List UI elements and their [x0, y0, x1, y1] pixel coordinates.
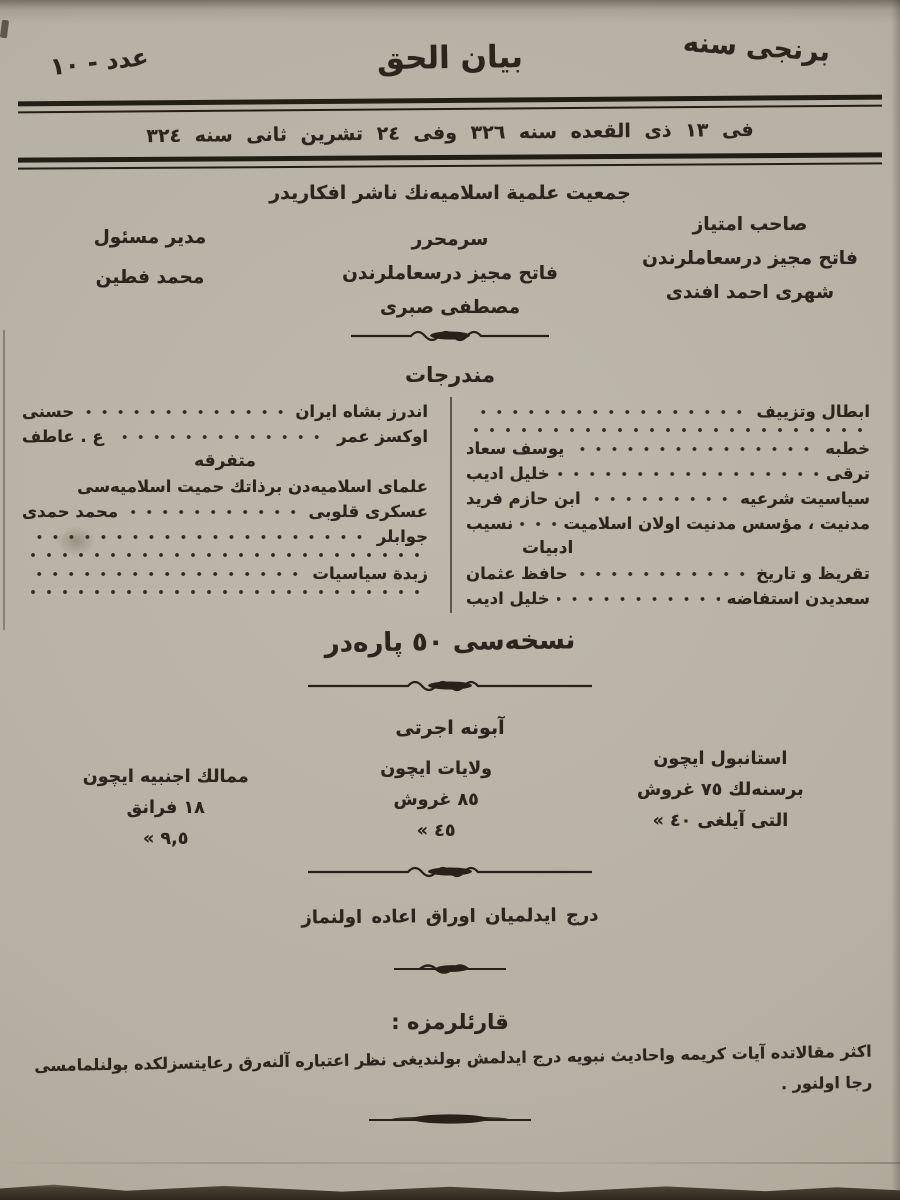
bottom-ornament	[365, 1111, 535, 1127]
toc-title: خطبه	[825, 439, 870, 458]
squiggle-divider	[345, 327, 555, 343]
toc-title: سياسيت شرعيه	[740, 489, 870, 508]
provinces-yearly: ٨٥ غروش	[393, 790, 479, 810]
toc-title: اوكسز عمر	[337, 427, 428, 446]
scan-right-edge	[891, 0, 900, 1200]
toc-author: حسنى	[22, 402, 75, 421]
toc-item	[466, 586, 870, 611]
dot-leader	[81, 406, 288, 418]
manager-role: مدير مسئول	[93, 227, 207, 248]
bottom-crease	[0, 1162, 900, 1164]
toc-item-dots	[22, 586, 428, 598]
toc-item	[22, 499, 428, 524]
squiggle-divider	[300, 677, 600, 693]
page-title: بيان الحق	[376, 38, 524, 78]
dot-leader	[473, 424, 863, 436]
toc-author: ابن حازم فريد	[466, 489, 581, 508]
dot-leader	[571, 443, 818, 455]
owner-role: صاحب امتياز	[692, 214, 808, 235]
squiggle-divider	[300, 863, 600, 879]
toc-item	[22, 561, 428, 586]
dot-leader	[588, 493, 733, 505]
toc-author: ع . عاطف	[22, 427, 104, 446]
toc-subheading-misc: متفرقه	[194, 451, 256, 471]
toc-title: سعديدن استفاضه	[726, 589, 870, 608]
owner-name: شهرى احمد افندى	[665, 282, 835, 303]
scan-left-crease	[3, 330, 5, 630]
readers-note	[28, 1036, 873, 1113]
foreign-six-month: ٩,٥ »	[143, 829, 189, 849]
dot-leader	[575, 568, 749, 580]
issue-number: عدد - ١٠	[48, 42, 150, 82]
readers-heading: قارئلرمزه :	[391, 1010, 509, 1034]
toc-item-dots	[466, 424, 870, 436]
editor-name: مصطفى صبرى	[379, 297, 521, 318]
toc-title: علماى اسلاميه‌دن برذاتك حميت اسلاميه‌سى	[77, 477, 428, 496]
dot-leader	[557, 468, 819, 480]
toc-item	[466, 399, 870, 424]
editor-role: سرمحرر	[411, 229, 489, 250]
toc-subheading-literature: ادبيات	[522, 538, 574, 558]
toc-author: خليل اديب	[466, 589, 550, 608]
toc-title: ترقى	[826, 464, 870, 483]
masthead-columns	[0, 208, 900, 325]
subscription-provinces	[297, 742, 574, 855]
subscription-foreign	[34, 742, 297, 855]
manager-name: محمد فطين	[95, 267, 205, 288]
contents-left-column	[16, 397, 450, 613]
masthead-section	[0, 180, 900, 343]
double-rule-under-date	[18, 152, 882, 169]
dot-leader	[125, 506, 301, 518]
subscription-istanbul	[575, 742, 866, 855]
toc-item	[466, 561, 870, 586]
istanbul-header: استانبول ايچون	[653, 749, 788, 769]
istanbul-six-month: التى آيلغى ٤٠ »	[652, 811, 789, 831]
contents-grid	[0, 397, 900, 613]
owner-column	[600, 208, 900, 325]
provinces-header: ولايات ايچون	[380, 759, 493, 779]
return-notice: درج ايدلميان اوراق اعاده اولنماز	[301, 904, 599, 929]
toc-item	[22, 474, 428, 499]
date-line: فى ١٣ ذى القعده سنه ٣٢٦ وفى ٢٤ تشرين ثانى سنه ٣٢٤	[146, 118, 754, 148]
owner-desc: فاتح مجيز درسعاملرندن	[642, 248, 858, 269]
foreign-yearly: ١٨ فرانق	[126, 798, 205, 818]
toc-item	[466, 436, 870, 461]
toc-title: ابطال وتزييف	[756, 402, 870, 421]
toc-author: خليل اديب	[466, 464, 550, 483]
paper-stain	[56, 526, 96, 556]
editor-column	[300, 208, 600, 325]
toc-item	[22, 424, 428, 449]
toc-item	[466, 486, 870, 511]
scan-bottom-edge	[0, 1178, 900, 1200]
toc-author: يوسف سعاد	[466, 439, 565, 458]
toc-item	[466, 461, 870, 486]
subscription-section	[0, 715, 900, 855]
subscription-heading: آبونه اجرتى	[395, 717, 505, 739]
toc-title: عسكرى قلوبى	[308, 502, 428, 521]
contents-heading: مندرجات	[405, 363, 495, 387]
toc-author: حافظ عثمان	[466, 564, 568, 583]
provinces-six-month: ٤٥ »	[416, 821, 456, 841]
toc-title: زبدة سياسيات	[312, 564, 428, 583]
toc-author: نسيب	[466, 514, 514, 533]
toc-title: اندرز بشاه ايران	[295, 402, 428, 421]
publisher-line: جمعيت علمية اسلاميه‌نك ناشر افكاريدر	[269, 182, 631, 204]
dot-leader	[473, 406, 750, 418]
toc-item	[22, 399, 428, 424]
toc-author: محمد حمدى	[22, 502, 119, 521]
toc-title: تقريظ و تاريخ	[756, 564, 870, 583]
foreign-header: ممالك اجنبيه ايچون	[82, 767, 249, 787]
dot-leader	[111, 431, 330, 443]
manager-column	[0, 208, 300, 325]
toc-item	[466, 511, 870, 536]
istanbul-yearly: برسنه‌لك ٧٥ غروش	[637, 780, 804, 800]
readers-note-text: اكثر مقالاتده آيات كريمه واحاديث نبويه درج ايدلمش بولنديغى نظر اعتباره آلنه‌رق رعايتسزلكده بولنلمامسى	[34, 1041, 872, 1076]
double-rule-top	[18, 95, 882, 114]
subscription-grid	[0, 742, 900, 855]
toc-title: جوابلر	[376, 527, 428, 546]
dot-leader	[557, 593, 720, 605]
contents-section	[0, 361, 900, 613]
contents-right-column	[450, 397, 884, 613]
small-ornament	[390, 961, 510, 975]
dot-leader	[29, 586, 421, 598]
dot-leader	[520, 518, 556, 530]
year-label: برنجى سنه	[681, 26, 831, 69]
toc-title: مدنيت ، مؤسس مدنيت اولان اسلاميت	[563, 514, 870, 533]
header	[0, 0, 900, 96]
dot-leader	[29, 568, 305, 580]
editor-desc: فاتح مجيز درسعاملرندن	[342, 263, 558, 284]
price-line: نسخه‌سى ٥٠ پاره‌در	[324, 625, 576, 659]
readers-note-end: رجا اولنور .	[780, 1072, 873, 1094]
